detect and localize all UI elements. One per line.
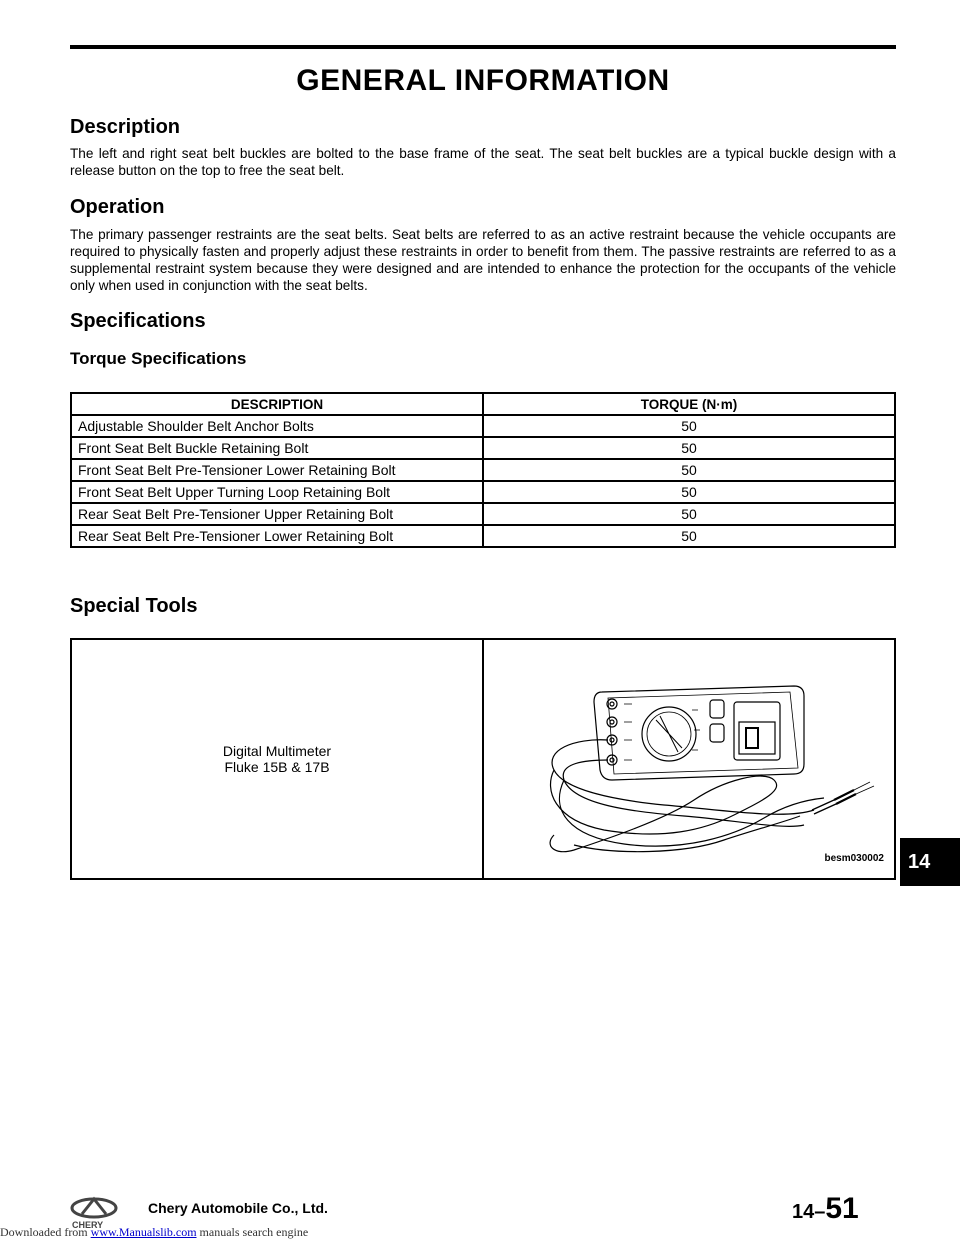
table-row	[71, 481, 895, 503]
description-heading: Description	[70, 116, 181, 138]
special-tools-table	[70, 638, 896, 880]
row-description: Front Seat Belt Pre-Tensioner Lower Retaining Bolt	[71, 459, 483, 481]
row-description: Rear Seat Belt Pre-Tensioner Upper Retaining Bolt	[71, 503, 483, 525]
torque-table	[70, 392, 896, 548]
row-description: Adjustable Shoulder Belt Anchor Bolts	[71, 415, 483, 437]
table-row	[71, 459, 895, 481]
table-row	[71, 525, 895, 547]
row-torque: 50	[483, 525, 895, 547]
row-torque: 50	[483, 459, 895, 481]
row-torque: 50	[483, 503, 895, 525]
section-tab: 14	[900, 838, 960, 886]
table-row	[71, 415, 895, 437]
image-code: besm030002	[824, 853, 884, 864]
table-row	[71, 503, 895, 525]
manualslib-link[interactable]: www.Manualslib.com	[90, 1225, 197, 1239]
multimeter-illustration-icon	[484, 640, 894, 878]
operation-text: The primary passenger restraints are the seat belts. Seat belts are referred to as an active restraint because the vehicle occupants are required to physically fasten and properly adjust these restraints in order to benefit from them. The passive restraints are referred to as a supplemental restraint system because they were designed and are intended to enhance the protection for the occupants of the vehicle only when used in conjunction with the seat belts.	[70, 227, 896, 293]
row-torque: 50	[483, 437, 895, 459]
table-row	[71, 437, 895, 459]
download-prefix: Downloaded from	[0, 1225, 91, 1239]
page-number	[792, 1192, 859, 1226]
column-header-torque: TORQUE (N·m)	[483, 393, 895, 415]
description-text: The left and right seat belt buckles are bolted to the base frame of the seat. The seat belt buckles are a typical buckle design with a release button on the top to free the seat belt.	[70, 146, 896, 178]
torque-subheading: Torque Specifications	[70, 349, 247, 368]
page-section: 14–	[792, 1201, 826, 1223]
tool-name-line1: Digital Multimeter	[222, 743, 332, 759]
tool-name-line2: Fluke 15B & 17B	[224, 759, 330, 775]
row-description: Front Seat Belt Buckle Retaining Bolt	[71, 437, 483, 459]
tool-row	[71, 639, 895, 879]
row-description: Rear Seat Belt Pre-Tensioner Lower Retaining Bolt	[71, 525, 483, 547]
tool-name-cell	[71, 639, 483, 879]
tool-image-cell	[483, 639, 895, 879]
page-title: GENERAL INFORMATION	[296, 64, 670, 97]
special-tools-heading: Special Tools	[70, 595, 198, 617]
row-description: Front Seat Belt Upper Turning Loop Retaining Bolt	[71, 481, 483, 503]
company-name: Chery Automobile Co., Ltd.	[148, 1200, 328, 1216]
svg-text:CHERY: CHERY	[72, 1220, 104, 1230]
column-header-description: DESCRIPTION	[71, 393, 483, 415]
tool-name	[72, 743, 482, 775]
page-num: 51	[825, 1192, 859, 1225]
download-suffix: manuals search engine	[196, 1225, 309, 1239]
top-rule	[70, 45, 896, 49]
specifications-heading: Specifications	[70, 310, 206, 332]
table-header-row	[71, 393, 895, 415]
operation-heading: Operation	[70, 196, 165, 218]
download-line	[0, 1225, 308, 1240]
row-torque: 50	[483, 481, 895, 503]
row-torque: 50	[483, 415, 895, 437]
